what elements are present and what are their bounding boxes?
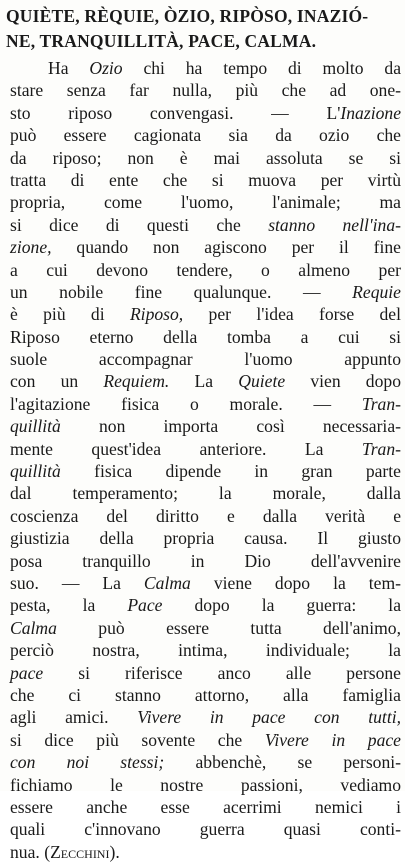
text-line bbox=[10, 236, 401, 258]
text-fragment: quando non agiscono per il fine bbox=[51, 237, 401, 258]
text-fragment: abbenchè, se personi- bbox=[164, 752, 402, 773]
text-fragment: con noi stessi; bbox=[10, 752, 165, 773]
text-fragment: Riposo eterno della tomba a cui si bbox=[10, 326, 401, 347]
text-fragment: dopo la guerra: la bbox=[162, 595, 401, 616]
text-fragment: La bbox=[169, 371, 239, 392]
text-fragment: posa tranquillo in Dio dell'avvenire bbox=[10, 550, 401, 571]
text-line bbox=[10, 169, 401, 191]
text-fragment: Ha bbox=[48, 58, 90, 78]
text-fragment: si dice più sovente che bbox=[10, 729, 265, 750]
text-line bbox=[10, 147, 401, 169]
text-fragment: fisica dipende in gran parte bbox=[60, 461, 401, 482]
entry-heading-line-2: NE, TRANQUILLITÀ, PACE, CALMA. bbox=[6, 31, 317, 51]
text-line bbox=[10, 281, 401, 303]
text-fragment: Tran- bbox=[361, 393, 401, 414]
text-fragment: suo. — La bbox=[10, 572, 144, 593]
text-line bbox=[10, 594, 401, 616]
text-fragment: può essere tutta dell'animo, bbox=[56, 617, 401, 638]
text-fragment: Zecchini bbox=[50, 841, 110, 862]
text-fragment: stanno nell'ina- bbox=[268, 214, 401, 235]
text-fragment: per l'idea forse del bbox=[183, 304, 401, 325]
text-fragment: si dice di questi che bbox=[10, 214, 269, 235]
text-fragment: coscienza del diritto e dalla verità e bbox=[10, 505, 401, 526]
text-line bbox=[10, 102, 401, 124]
text-fragment: mente quest'idea anteriore. La bbox=[10, 438, 362, 459]
entry-body bbox=[10, 57, 401, 863]
text-fragment: quillità bbox=[10, 461, 61, 482]
text-fragment: perciò nostra, intima, individuale; la bbox=[10, 640, 401, 661]
text-line bbox=[10, 684, 401, 706]
text-fragment: Requiem. bbox=[103, 371, 170, 392]
text-line bbox=[10, 617, 401, 639]
text-fragment: sto riposo convengasi. — L' bbox=[10, 102, 341, 123]
text-line bbox=[10, 706, 401, 728]
text-line bbox=[10, 572, 401, 594]
text-fragment: propria, come l'uomo, l'animale; ma bbox=[10, 192, 401, 213]
text-line bbox=[10, 57, 401, 79]
text-line bbox=[10, 639, 401, 661]
text-fragment: Vivere in pace con tutti, bbox=[137, 707, 401, 728]
text-fragment: Tran- bbox=[361, 438, 401, 459]
text-fragment: che ci stanno attorno, alla famiglia bbox=[10, 684, 401, 705]
text-line bbox=[10, 259, 401, 281]
text-fragment: Quiete bbox=[238, 371, 286, 392]
text-fragment: quillità bbox=[10, 416, 61, 437]
text-fragment: Vivere in pace bbox=[264, 729, 401, 750]
text-fragment: tratta di ente che si muova per virtù bbox=[10, 169, 401, 190]
text-line bbox=[10, 527, 401, 549]
text-fragment: fichiamo le nostre passioni, vediamo bbox=[10, 774, 401, 795]
text-fragment: un nobile fine qualunque. — bbox=[10, 281, 353, 302]
text-fragment: si riferisce anco alle persone bbox=[43, 662, 401, 683]
text-line bbox=[10, 415, 401, 437]
text-line bbox=[10, 348, 401, 370]
text-fragment: Inazione bbox=[340, 102, 401, 123]
text-fragment: suole accompagnar l'uomo appunto bbox=[10, 349, 401, 370]
text-line bbox=[10, 438, 401, 460]
text-line bbox=[10, 214, 401, 236]
text-fragment: giustizia della propria causa. Il giusto bbox=[10, 528, 401, 549]
text-line bbox=[10, 550, 401, 572]
text-fragment: dal temperamento; la morale, dalla bbox=[10, 483, 401, 504]
text-line bbox=[10, 729, 401, 751]
text-fragment: con un bbox=[10, 371, 104, 392]
text-line bbox=[10, 841, 401, 863]
text-fragment: pace bbox=[10, 662, 44, 683]
text-fragment: essere anche esse acerrimi nemici i bbox=[10, 796, 401, 817]
text-line bbox=[10, 79, 401, 101]
text-fragment: nua. ( bbox=[10, 841, 51, 862]
text-line bbox=[10, 796, 401, 818]
text-line bbox=[10, 370, 401, 392]
text-fragment: non importa così necessaria- bbox=[60, 416, 401, 437]
text-fragment: Calma bbox=[10, 617, 57, 638]
text-fragment: chi ha tempo di molto da bbox=[122, 58, 402, 78]
text-fragment: pesta, la bbox=[10, 595, 128, 616]
text-line bbox=[10, 191, 401, 213]
text-line bbox=[10, 326, 401, 348]
text-fragment: viene dopo la tem- bbox=[190, 572, 401, 593]
text-fragment: quali c'innovano guerra quasi conti- bbox=[10, 819, 401, 840]
entry-heading bbox=[6, 4, 401, 54]
text-line bbox=[10, 460, 401, 482]
text-line bbox=[10, 393, 401, 415]
text-line bbox=[10, 774, 401, 796]
text-fragment: Ozio bbox=[89, 58, 123, 78]
text-fragment: zione, bbox=[10, 237, 52, 258]
text-fragment: vien dopo bbox=[285, 371, 401, 392]
text-line bbox=[10, 505, 401, 527]
text-fragment: Requie bbox=[352, 281, 401, 302]
text-line bbox=[10, 818, 401, 840]
text-fragment: a cui devono tendere, o almeno per bbox=[10, 259, 401, 280]
text-fragment: ). bbox=[109, 841, 120, 862]
text-line bbox=[10, 662, 401, 684]
text-fragment: Riposo, bbox=[129, 304, 184, 325]
text-fragment: è più di bbox=[10, 304, 130, 325]
text-line bbox=[10, 482, 401, 504]
text-fragment: può essere cagionata sia da ozio che bbox=[10, 125, 401, 146]
text-fragment: da riposo; non è mai assoluta se si bbox=[10, 147, 401, 168]
text-line bbox=[10, 751, 401, 773]
text-line bbox=[10, 124, 401, 146]
text-line bbox=[10, 303, 401, 325]
text-fragment: agli amici. bbox=[10, 707, 138, 728]
text-fragment: l'agitazione fisica o morale. — bbox=[10, 393, 362, 414]
text-fragment: Calma bbox=[143, 572, 191, 593]
entry-heading-line-1: QUIÈTE, RÈQUIE, ÒZIO, RIPÒSO, INAZIÓ- bbox=[6, 6, 369, 26]
text-fragment: Pace bbox=[127, 595, 163, 616]
text-fragment: stare senza far nulla, più che ad one- bbox=[10, 80, 401, 101]
